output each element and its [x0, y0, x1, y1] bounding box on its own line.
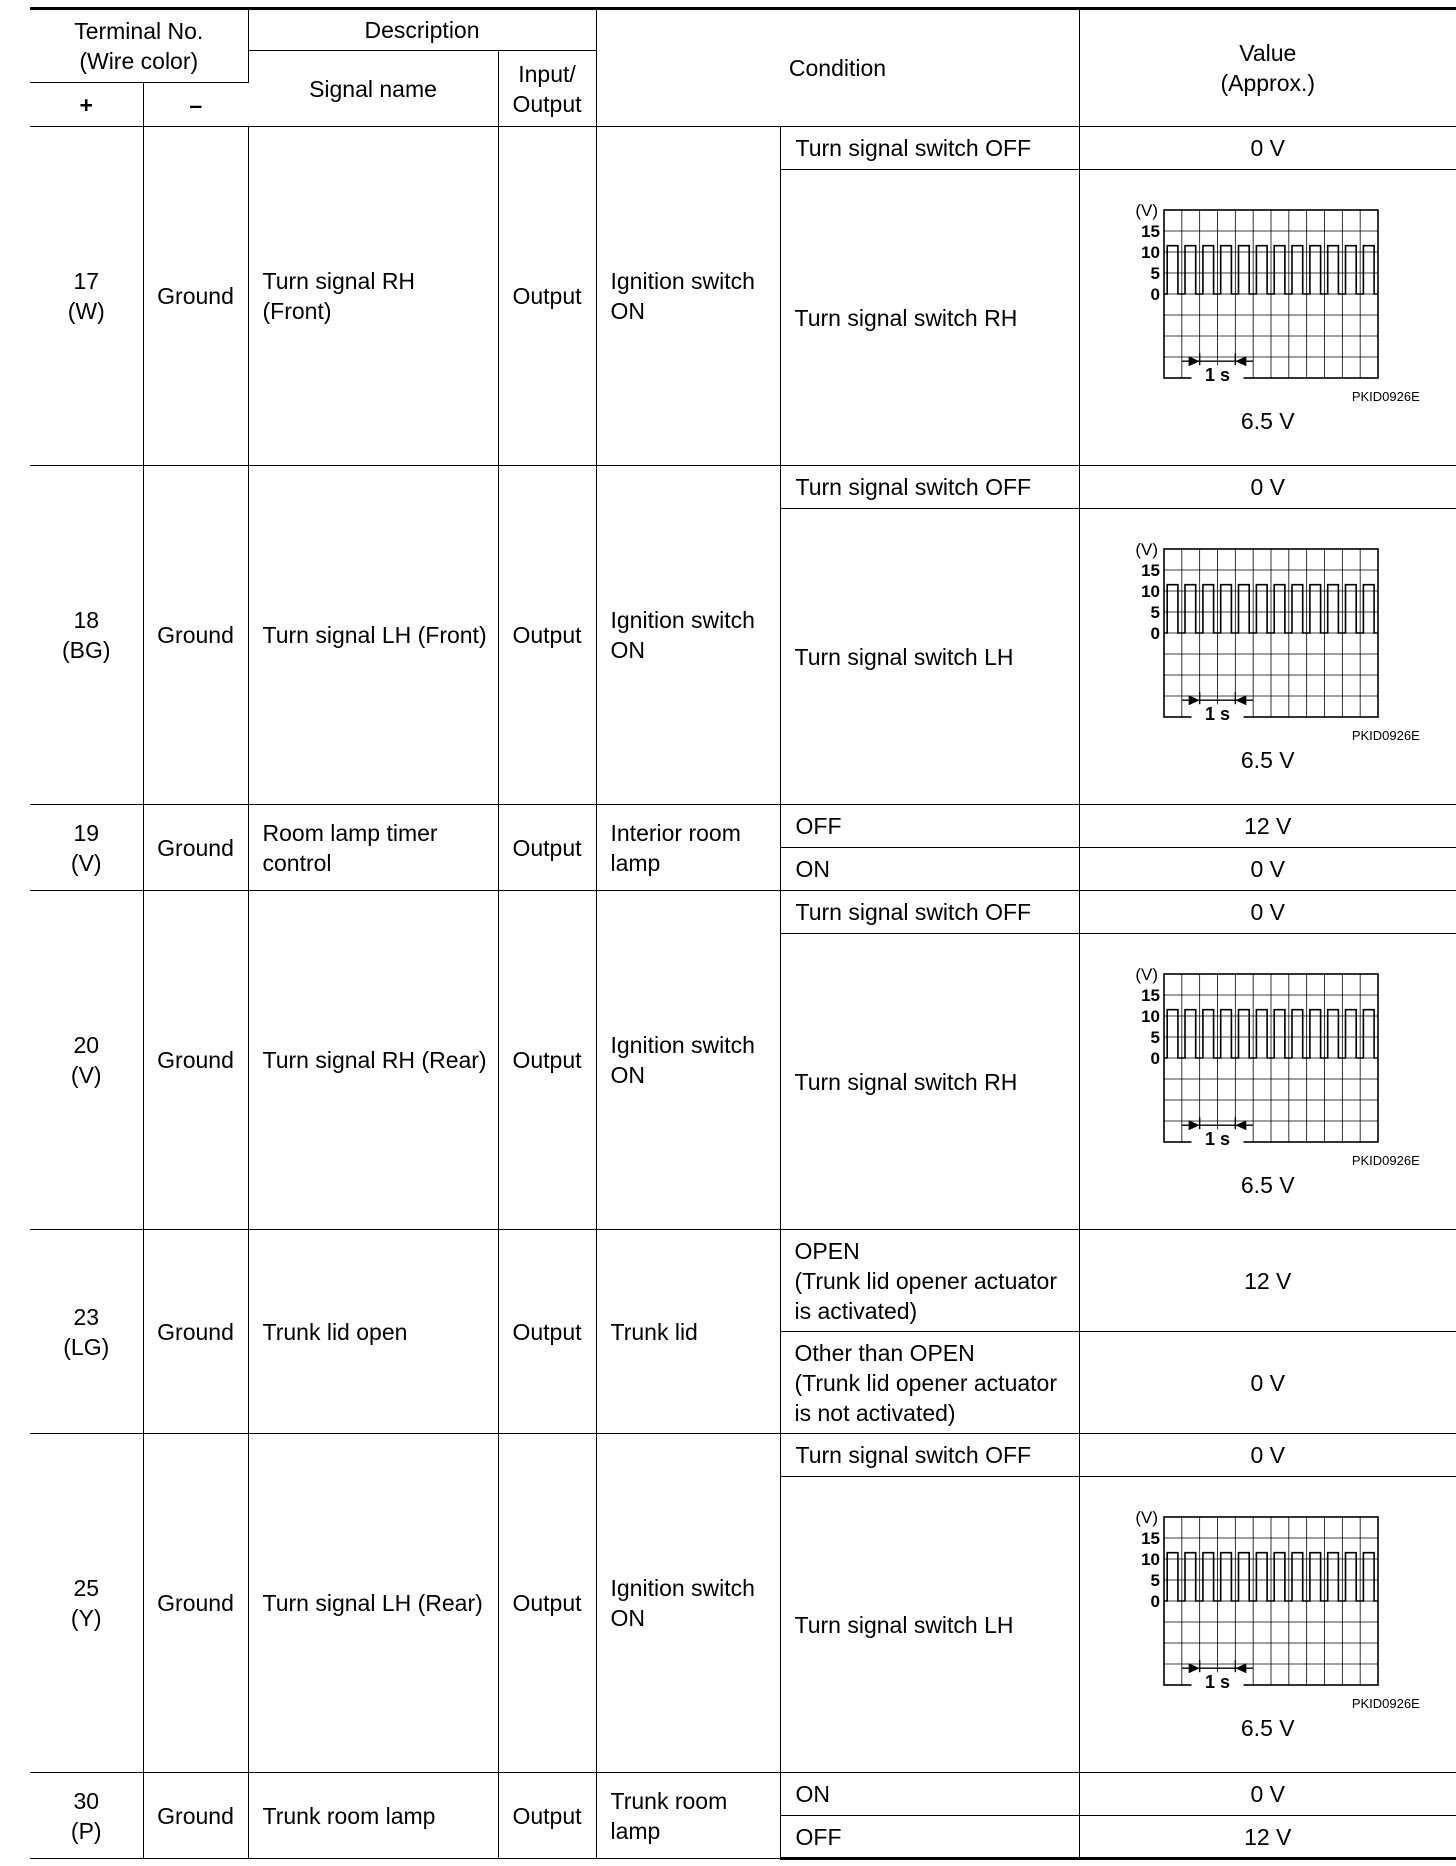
ground-cell: Ground [143, 127, 248, 466]
y-tick-label: 10 [1140, 1549, 1160, 1569]
figure-code: PKID0926E [1351, 727, 1420, 743]
signal-cell: Turn signal LH (Front) [248, 466, 498, 805]
table-row [30, 127, 1456, 170]
terminal-cell: 20 (V) [30, 891, 143, 1230]
header-plus: + [30, 83, 143, 127]
terminal-table [30, 7, 1456, 1860]
header-description: Description [248, 9, 596, 51]
condition-cell: Interior room lamp [596, 805, 780, 891]
ground-cell: Ground [143, 1773, 248, 1859]
table-row [30, 891, 1456, 934]
ground-cell: Ground [143, 1230, 248, 1434]
y-tick-label: 15 [1140, 985, 1160, 1005]
terminal-cell: 18 (BG) [30, 466, 143, 805]
value-cell: 0 V [1079, 891, 1456, 934]
y-tick-label: 0 [1150, 284, 1160, 304]
ground-cell: Ground [143, 805, 248, 891]
table-row [30, 805, 1456, 848]
y-unit-label: (V) [1135, 1508, 1158, 1527]
y-tick-label: 0 [1150, 623, 1160, 643]
y-tick-label: 5 [1150, 1027, 1160, 1047]
waveform-cell [1079, 170, 1456, 466]
waveform-figure [1116, 966, 1420, 1198]
condition-cell: Trunk lid [596, 1230, 780, 1434]
terminal-cell: 23 (LG) [30, 1230, 143, 1434]
condition-cell: Ignition switch ON [596, 127, 780, 466]
terminal-cell: 17 (W) [30, 127, 143, 466]
y-tick-label: 15 [1140, 560, 1160, 580]
io-cell: Output [498, 1230, 596, 1434]
sub-condition-cell: Turn signal switch OFF [780, 891, 1079, 934]
value-cell: 0 V [1079, 1332, 1456, 1434]
sub-condition-cell: Turn signal switch LH [780, 509, 1079, 805]
y-tick-label: 0 [1150, 1048, 1160, 1068]
terminal-cell: 25 (Y) [30, 1434, 143, 1773]
io-cell: Output [498, 805, 596, 891]
time-marker-arrow [1188, 1663, 1199, 1673]
y-tick-label: 10 [1140, 242, 1160, 262]
ground-cell: Ground [143, 891, 248, 1230]
signal-cell: Room lamp timer control [248, 805, 498, 891]
signal-cell: Trunk lid open [248, 1230, 498, 1434]
waveform-chart [1124, 966, 1420, 1156]
sub-condition-cell: Turn signal switch OFF [780, 466, 1079, 509]
value-text: 6.5 V [1240, 1171, 1295, 1198]
value-cell: 0 V [1079, 1434, 1456, 1477]
sub-condition-cell: Other than OPEN (Trunk lid opener actuator is not activated) [780, 1332, 1079, 1434]
signal-cell: Turn signal LH (Rear) [248, 1434, 498, 1773]
condition-cell: Ignition switch ON [596, 1434, 780, 1773]
figure-code: PKID0926E [1351, 1152, 1420, 1168]
y-unit-label: (V) [1135, 201, 1158, 220]
y-tick-label: 15 [1140, 1528, 1160, 1548]
table-row [30, 466, 1456, 509]
waveform-figure [1116, 1509, 1420, 1741]
sub-condition-cell: Turn signal switch OFF [780, 1434, 1079, 1477]
header-terminal: Terminal No. (Wire color) [30, 9, 248, 83]
table-row [30, 1434, 1456, 1477]
value-cell: 12 V [1079, 805, 1456, 848]
y-unit-label: (V) [1135, 965, 1158, 984]
header-condition: Condition [596, 9, 1079, 127]
sub-condition-cell: Turn signal switch RH [780, 934, 1079, 1230]
y-tick-label: 5 [1150, 1570, 1160, 1590]
time-label: 1 s [1204, 703, 1230, 724]
time-label: 1 s [1204, 364, 1230, 385]
time-marker-arrow [1235, 1663, 1246, 1673]
time-marker-arrow [1235, 356, 1246, 366]
table-row [30, 1773, 1456, 1816]
time-label: 1 s [1204, 1671, 1230, 1692]
time-marker-arrow [1188, 356, 1199, 366]
sub-condition-cell: Turn signal switch RH [780, 170, 1079, 466]
io-cell: Output [498, 1434, 596, 1773]
io-cell: Output [498, 127, 596, 466]
value-cell: 0 V [1079, 1773, 1456, 1816]
waveform-chart [1124, 1509, 1420, 1699]
io-cell: Output [498, 466, 596, 805]
io-cell: Output [498, 891, 596, 1230]
y-tick-label: 5 [1150, 263, 1160, 283]
time-marker-arrow [1235, 695, 1246, 705]
waveform-cell [1079, 1477, 1456, 1773]
figure-code: PKID0926E [1351, 1695, 1420, 1711]
value-text: 6.5 V [1240, 1714, 1295, 1741]
ground-cell: Ground [143, 1434, 248, 1773]
sub-condition-cell: OPEN (Trunk lid opener actuator is activated) [780, 1230, 1079, 1332]
figure-code: PKID0926E [1351, 388, 1420, 404]
time-label: 1 s [1204, 1128, 1230, 1149]
header-value: Value (Approx.) [1079, 9, 1456, 127]
sub-condition-cell: Turn signal switch OFF [780, 127, 1079, 170]
sub-condition-cell: Turn signal switch LH [780, 1477, 1079, 1773]
terminal-cell: 30 (P) [30, 1773, 143, 1859]
y-unit-label: (V) [1135, 540, 1158, 559]
table-row [30, 1230, 1456, 1332]
sub-condition-cell: OFF [780, 1816, 1079, 1859]
waveform-chart [1124, 202, 1420, 392]
value-cell: 0 V [1079, 466, 1456, 509]
value-cell: 0 V [1079, 848, 1456, 891]
condition-cell: Trunk room lamp [596, 1773, 780, 1859]
y-tick-label: 10 [1140, 581, 1160, 601]
time-marker-arrow [1188, 1120, 1199, 1130]
sub-condition-cell: OFF [780, 805, 1079, 848]
y-tick-label: 10 [1140, 1006, 1160, 1026]
condition-cell: Ignition switch ON [596, 466, 780, 805]
y-tick-label: 0 [1150, 1591, 1160, 1611]
waveform-cell [1079, 934, 1456, 1230]
condition-cell: Ignition switch ON [596, 891, 780, 1230]
header-input-output: Input/ Output [498, 51, 596, 127]
value-cell: 12 V [1079, 1816, 1456, 1859]
waveform-figure [1116, 541, 1420, 773]
header-signal-name: Signal name [248, 51, 498, 127]
terminal-cell: 19 (V) [30, 805, 143, 891]
value-text: 6.5 V [1240, 746, 1295, 773]
time-marker-arrow [1235, 1120, 1246, 1130]
signal-cell: Trunk room lamp [248, 1773, 498, 1859]
ground-cell: Ground [143, 466, 248, 805]
y-tick-label: 15 [1140, 221, 1160, 241]
value-text: 6.5 V [1240, 407, 1295, 434]
value-cell: 0 V [1079, 127, 1456, 170]
sub-condition-cell: ON [780, 848, 1079, 891]
signal-cell: Turn signal RH (Front) [248, 127, 498, 466]
time-marker-arrow [1188, 695, 1199, 705]
y-tick-label: 5 [1150, 602, 1160, 622]
waveform-chart [1124, 541, 1420, 731]
waveform-cell [1079, 509, 1456, 805]
header-minus: – [143, 83, 248, 127]
header-row-1 [30, 9, 1456, 51]
signal-cell: Turn signal RH (Rear) [248, 891, 498, 1230]
io-cell: Output [498, 1773, 596, 1859]
value-cell: 12 V [1079, 1230, 1456, 1332]
waveform-figure [1116, 202, 1420, 434]
sub-condition-cell: ON [780, 1773, 1079, 1816]
